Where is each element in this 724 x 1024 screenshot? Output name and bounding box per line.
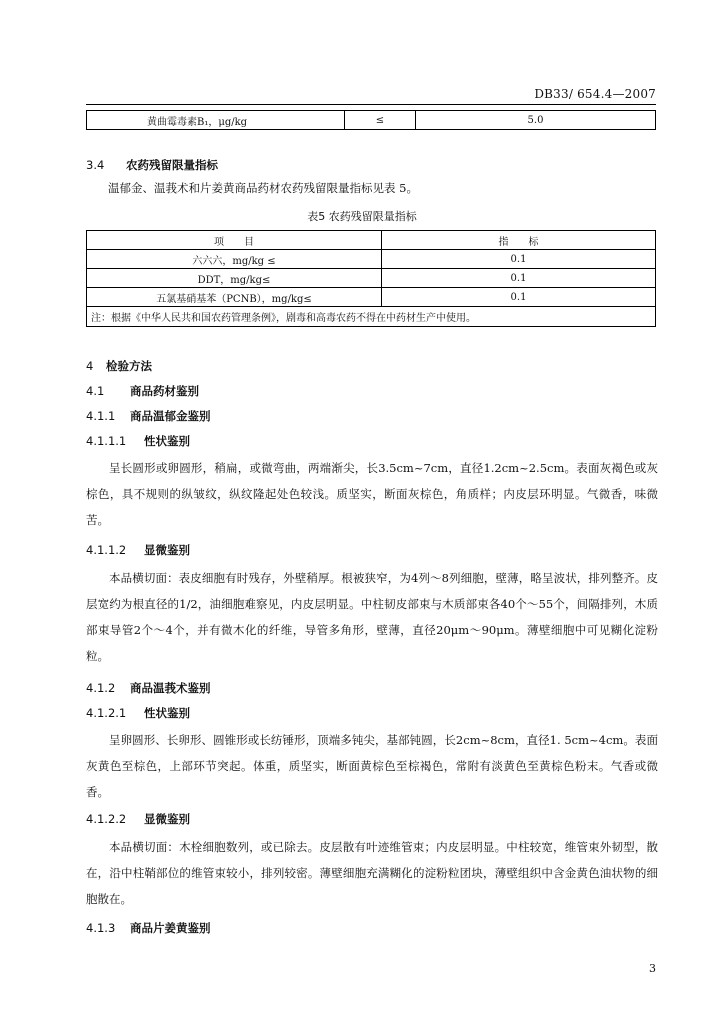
section-heading-4-1-3: 4.1.3 商品片姜黄鉴别 <box>86 921 211 935</box>
section-heading-4-1: 4.1 商品药材鉴别 <box>86 384 199 398</box>
table-row: DDT，mg/kg≤ 0.1 <box>87 269 656 288</box>
table-header-row <box>87 231 656 250</box>
op-cell: ≤ <box>345 111 416 130</box>
section-heading-4-1-2-2: 4.1.2.2 显微鉴别 <box>86 812 190 826</box>
table-note-row <box>87 307 656 327</box>
item-cell: 黄曲霉毒素B₁，μg/kg <box>87 111 345 130</box>
header-rule <box>86 104 656 105</box>
paragraph-wenyujin-microscopy: 本品横切面：表皮细胞有时残存，外壁稍厚。根被狭窄，为4列～8列细胞，壁薄，略呈波状，排列整齐。皮层宽约为根直径的1/2，油细胞难察见，内皮层明显。中柱韧皮部束与木质部束各40个～55个，间隔排列，木质部束导管2个～4个，并有微木化的纤维，导管多角形，壁薄，直径20μm～90μm。薄壁细胞中可见糊化淀粉粒。 <box>86 571 658 663</box>
col-header-item: 项 目 <box>87 231 382 250</box>
table-row <box>87 111 656 130</box>
document-code: DB33/ 654.4—2007 <box>534 87 656 101</box>
section-heading-4-1-1-1: 4.1.1.1 性状鉴别 <box>86 434 190 448</box>
table5 <box>86 230 656 327</box>
paragraph-wenezhu-appearance: 呈卵圆形、长卵形、圆锥形或长纺锤形，顶端多钝尖，基部钝圆，长2cm~8cm，直径1. 5cm~4cm。表面灰黄色至棕色，上部环节突起。体重，质坚实，断面黄棕色至棕褐色，常附有淡黄色至黄棕色粉末。气香或微香。 <box>86 733 658 799</box>
section-heading-4-1-1: 4.1.1 商品温郁金鉴别 <box>86 409 211 423</box>
section-heading-4-1-1-2: 4.1.1.2 显微鉴别 <box>86 543 190 557</box>
section-heading-4-1-2-1: 4.1.2.1 性状鉴别 <box>86 706 190 720</box>
paragraph-wenezhu-microscopy: 本品横切面：木栓细胞数列，或已除去。皮层散有叶迹维管束；内皮层明显。中柱较宽，维管束外韧型，散在，沿中柱鞘部位的维管束较小，排列较密。薄壁细胞充满糊化的淀粉粒团块，薄壁组织中含金黄色油状物的细胞散在。 <box>86 840 658 906</box>
table5-caption: 表5 农药残留限量指标 <box>307 210 417 223</box>
table-note: 注：根据《中华人民共和国农药管理条例》，剧毒和高毒农药不得在中药材生产中使用。 <box>87 307 656 327</box>
page-number: 3 <box>649 962 656 975</box>
section-3-4-intro: 温郁金、温莪术和片姜黄商品药材农药残留限量指标见表 5。 <box>108 181 418 195</box>
aflatoxin-table <box>86 110 656 130</box>
table-row: 六六六，mg/kg ≤ 0.1 <box>87 250 656 269</box>
col-header-value: 指 标 <box>382 231 656 250</box>
paragraph-wenyujin-appearance: 呈长圆形或卵圆形，稍扁，或微弯曲，两端渐尖，长3.5cm~7cm，直径1.2cm~2.5cm。表面灰褐色或灰棕色，具不规则的纵皱纹，纵纹隆起处色较浅。质坚实，断面灰棕色，角质样；内皮层环明显。气微香，味微苦。 <box>86 461 658 527</box>
section-heading-4-1-2: 4.1.2 商品温莪术鉴别 <box>86 681 211 695</box>
section-heading-4: 4 检验方法 <box>86 359 152 373</box>
value-cell: 5.0 <box>416 111 656 130</box>
section-heading-3-4: 3.4 农药残留限量指标 <box>86 158 218 172</box>
table-row: 五氯基硝基苯（PCNB），mg/kg≤ 0.1 <box>87 288 656 307</box>
